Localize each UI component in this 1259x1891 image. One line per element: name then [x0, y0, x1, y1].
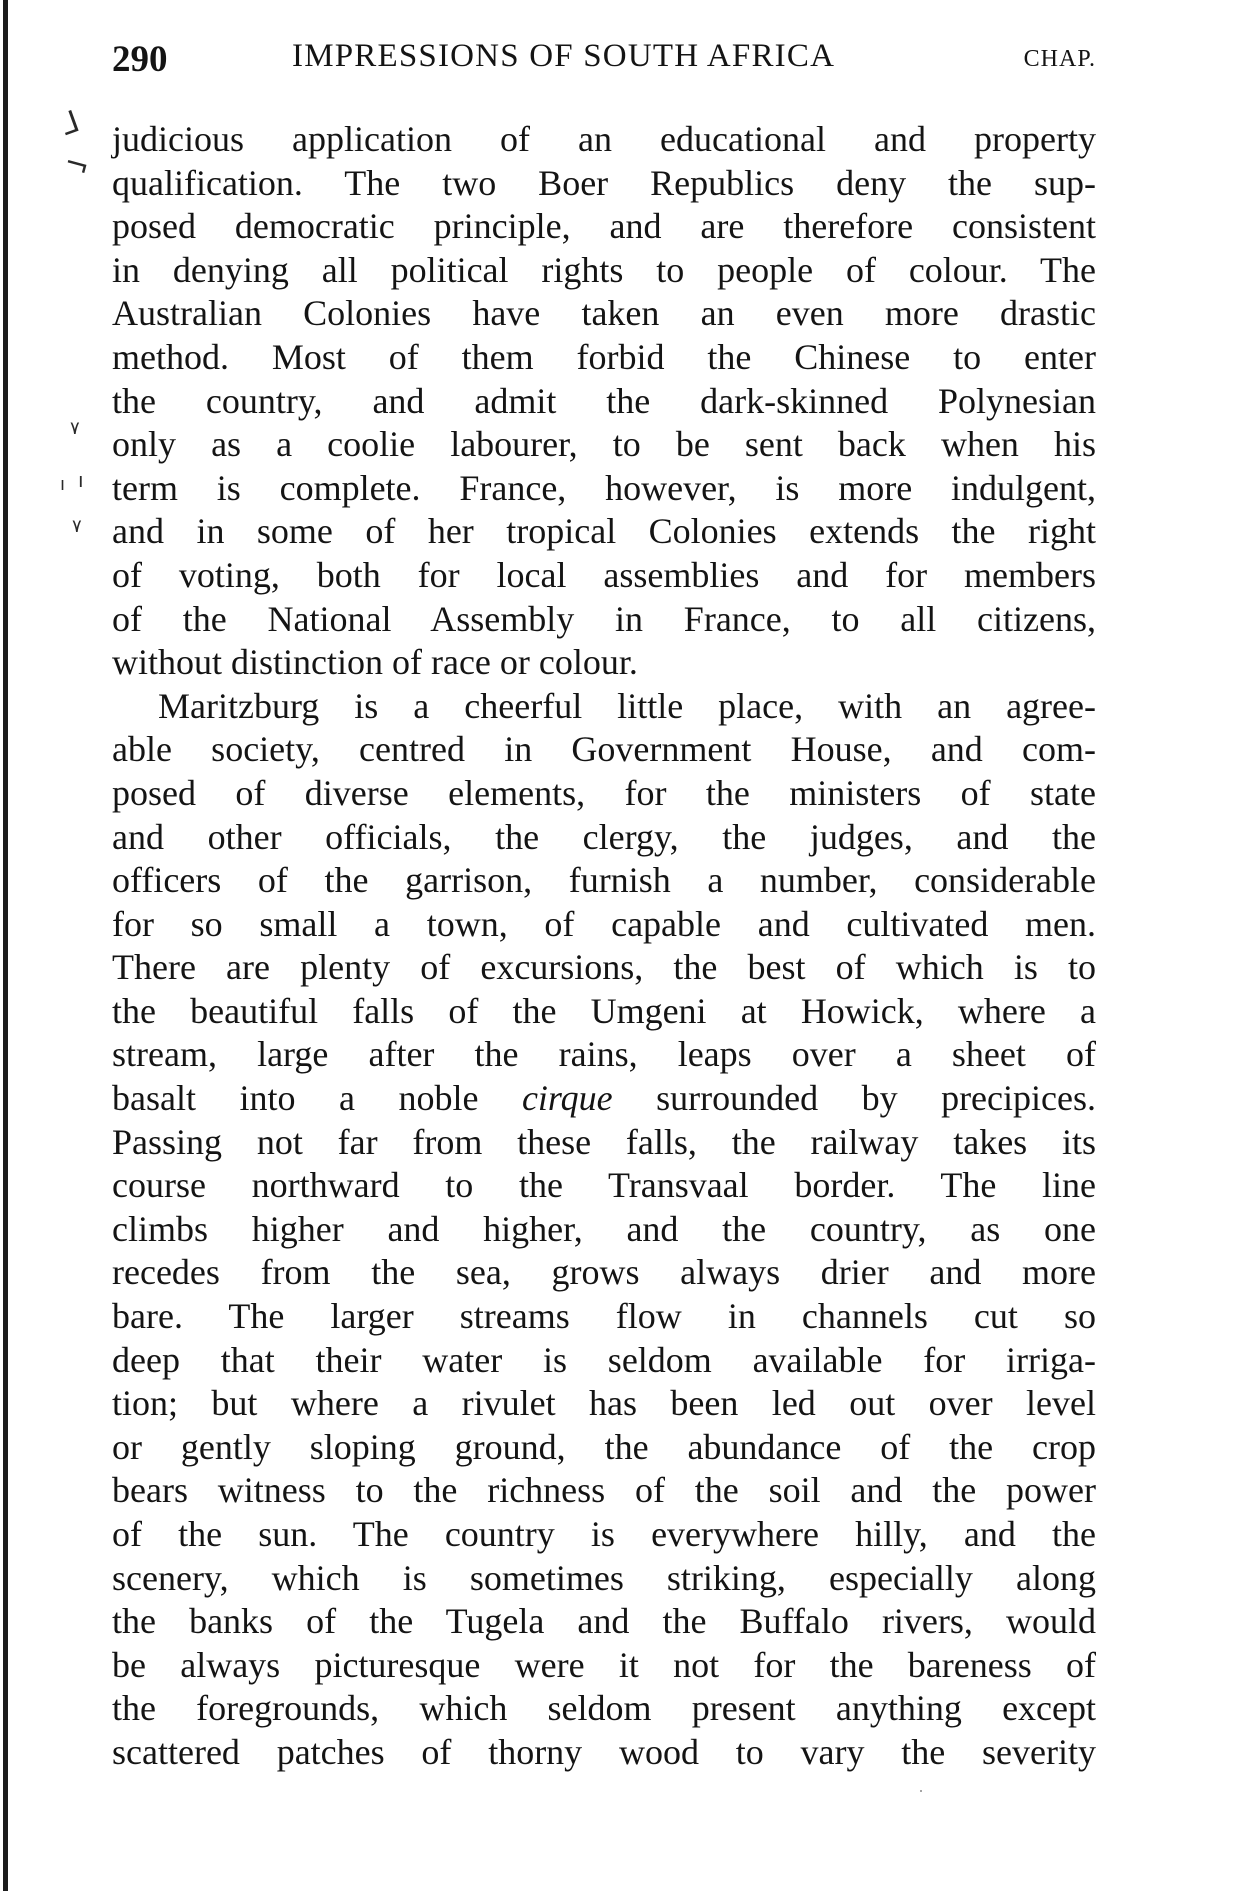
text-line: scenery, which is sometimes striking, especially along — [112, 1557, 1096, 1598]
text-line: tion; but where a rivulet has been led out over level — [112, 1383, 1096, 1424]
text-line: stream, large after the rains, leaps over a sheet of — [112, 1034, 1096, 1075]
body-text — [112, 118, 1096, 1775]
margin-tick-mark: ٧ — [72, 516, 82, 537]
italic-term: cirque — [521, 1078, 613, 1119]
text-line: judicious application of an educational and property — [112, 119, 1096, 159]
text-line: or gently sloping ground, the abundance of the crop — [112, 1426, 1096, 1467]
text-line: of the National Assembly in France, to all citizens, — [112, 598, 1096, 639]
text-line: Australian Colonies have taken an even more drastic — [112, 293, 1096, 334]
running-title: IMPRESSIONS OF SOUTH AFRICA — [292, 38, 836, 74]
text-line: recedes from the sea, grows always drier and more — [112, 1252, 1096, 1293]
text-line: qualification. The two Boer Republics deny the sup- — [112, 162, 1096, 203]
text-line: for so small a town, of capable and cultivated men. — [112, 903, 1096, 944]
text-line: deep that their water is seldom available for irriga- — [112, 1339, 1096, 1380]
margin-tick-mark: ı — [60, 474, 66, 495]
paragraph — [112, 685, 1096, 1775]
text-line: the banks of the Tugela and the Buffalo rivers, would — [112, 1601, 1096, 1642]
text-segment: surrounded by precipices. — [612, 1078, 1096, 1119]
paragraph — [112, 118, 1096, 685]
text-line: scattered patches of thorny wood to vary the severity — [112, 1731, 1096, 1772]
paper-speck — [920, 1790, 922, 1792]
text-line — [112, 1077, 1096, 1121]
text-line: in denying all political rights to people of colour. The — [112, 249, 1096, 290]
text-line: Passing not far from these falls, the railway takes its — [112, 1121, 1096, 1162]
text-segment: basalt into a noble — [112, 1078, 522, 1119]
text-line: There are plenty of excursions, the best of which is to — [112, 947, 1096, 988]
text-line: and in some of her tropical Colonies extends the right — [112, 511, 1096, 552]
text-line: the foregrounds, which seldom present anything except — [112, 1688, 1096, 1729]
text-line: course northward to the Transvaal border. The line — [112, 1165, 1096, 1206]
text-line: posed democratic principle, and are therefore consistent — [112, 206, 1096, 247]
page-number: 290 — [112, 39, 168, 80]
text-line: of the sun. The country is everywhere hilly, and the — [112, 1514, 1096, 1554]
running-header — [112, 38, 1096, 84]
text-line: bears witness to the richness of the soil and the power — [112, 1470, 1096, 1511]
text-line: the beautiful falls of the Umgeni at Howick, where a — [112, 990, 1096, 1031]
margin-tick-mark: ı — [78, 468, 84, 492]
text-line: be always picturesque were it not for the bareness of — [112, 1644, 1096, 1685]
text-line: climbs higher and higher, and the country, as one — [112, 1208, 1096, 1249]
margin-tick-mark: ¬ — [59, 145, 94, 186]
text-line: Maritzburg is a cheerful little place, with an agree- — [158, 685, 1096, 726]
margin-tick-mark: ⅃ — [56, 104, 85, 143]
text-line: the country, and admit the dark-skinned Polynesian — [112, 380, 1096, 421]
page-spine-edge — [3, 0, 8, 1891]
text-line: posed of diverse elements, for the ministers of state — [112, 772, 1096, 813]
text-line: term is complete. France, however, is more indulgent, — [112, 467, 1096, 508]
text-line: only as a coolie labourer, to be sent back when his — [112, 424, 1096, 465]
text-line: method. Most of them forbid the Chinese to enter — [112, 336, 1096, 377]
text-line: and other officials, the clergy, the judges, and the — [112, 816, 1096, 857]
chapter-label: CHAP. — [1023, 46, 1096, 72]
text-line: able society, centred in Government House, and com- — [112, 729, 1096, 770]
text-line: without distinction of race or colour. — [112, 642, 638, 683]
text-line: bare. The larger streams flow in channels cut so — [112, 1296, 1096, 1337]
margin-tick-mark: ٧ — [70, 418, 80, 439]
text-line: officers of the garrison, furnish a number, considerable — [112, 860, 1096, 901]
text-line: of voting, both for local assemblies and for members — [112, 554, 1096, 595]
